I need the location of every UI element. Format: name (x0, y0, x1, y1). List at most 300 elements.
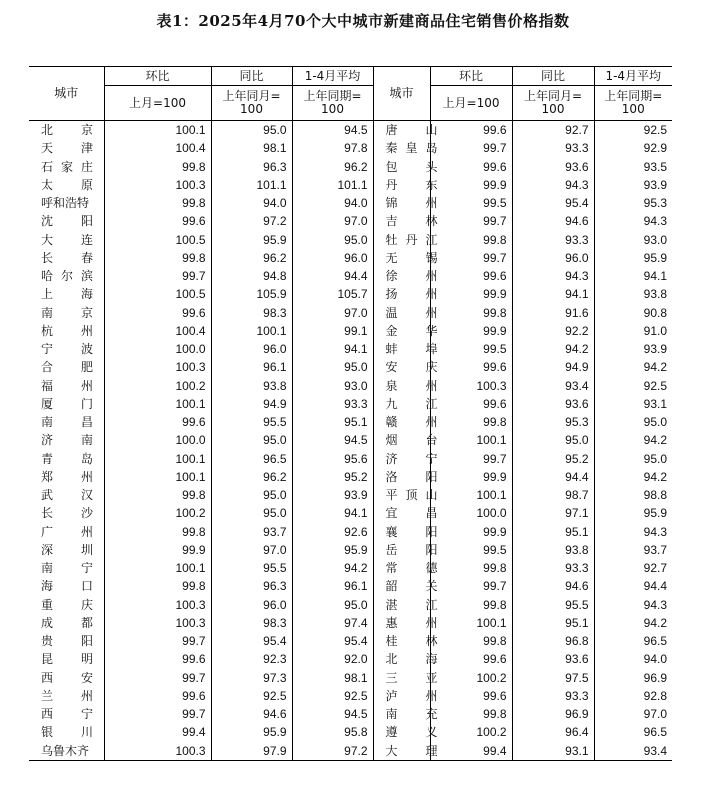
city-cell-right (373, 121, 466, 140)
city-name: 遵义 (385, 725, 466, 740)
mom-cell-right: 99.7 (430, 212, 512, 230)
yoy-cell-right: 94.2 (512, 340, 594, 358)
city-cell-left (29, 358, 122, 376)
table-row (29, 377, 672, 395)
yoy-cell-right: 95.3 (512, 413, 594, 431)
table-row (29, 669, 672, 687)
mom-cell-right: 100.3 (430, 377, 512, 395)
table-row (29, 285, 672, 303)
city-name: 上海 (41, 287, 122, 302)
yoy-cell-left: 94.9 (211, 395, 292, 413)
city-cell-left (29, 486, 122, 504)
yoy-cell-left: 93.7 (211, 523, 292, 541)
mom-cell-left: 99.6 (104, 304, 211, 322)
yoy-cell-right: 93.8 (512, 541, 594, 559)
avg-cell-left: 92.5 (292, 687, 373, 705)
header-avg-base-right (594, 86, 672, 121)
mom-cell-right: 99.7 (430, 450, 512, 468)
avg-cell-right: 92.5 (594, 121, 672, 140)
yoy-cell-right: 93.3 (512, 559, 594, 577)
city-cell-right (373, 577, 466, 595)
mom-cell-left: 100.1 (104, 395, 211, 413)
city-cell-right (373, 723, 466, 741)
city-name: 锦州 (385, 196, 466, 211)
mom-cell-right: 99.4 (430, 742, 512, 761)
avg-cell-left: 95.0 (292, 231, 373, 249)
avg-cell-right: 95.9 (594, 504, 672, 522)
mom-cell-right: 99.8 (430, 632, 512, 650)
table-row (29, 304, 672, 322)
city-name: 温州 (385, 305, 466, 320)
city-cell-right (373, 742, 466, 761)
mom-cell-right: 99.6 (430, 650, 512, 668)
yoy-cell-left: 96.3 (211, 158, 292, 176)
mom-cell-right: 99.8 (430, 413, 512, 431)
yoy-cell-right: 94.3 (512, 267, 594, 285)
yoy-cell-right: 95.5 (512, 596, 594, 614)
avg-cell-left: 96.0 (292, 249, 373, 267)
mom-cell-right: 100.2 (430, 723, 512, 741)
mom-cell-right: 99.8 (430, 705, 512, 723)
yoy-cell-left: 95.5 (211, 413, 292, 431)
city-cell-right (373, 377, 466, 395)
mom-cell-left: 100.0 (104, 340, 211, 358)
mom-cell-left: 100.3 (104, 614, 211, 632)
yoy-cell-right: 91.6 (512, 304, 594, 322)
avg-cell-right: 92.8 (594, 687, 672, 705)
mom-cell-left: 100.3 (104, 596, 211, 614)
yoy-cell-left: 96.0 (211, 596, 292, 614)
city-name: 桂林 (385, 634, 466, 649)
avg-cell-left: 95.2 (292, 468, 373, 486)
avg-cell-left: 92.6 (292, 523, 373, 541)
header-city-left: 城市 (29, 67, 104, 121)
avg-cell-left: 94.0 (292, 194, 373, 212)
yoy-cell-left: 95.9 (211, 231, 292, 249)
city-name: 无锡 (385, 250, 466, 265)
city-cell-right (373, 468, 466, 486)
city-cell-left (29, 632, 122, 650)
city-cell-left (29, 377, 122, 395)
header-city-right: 城市 (373, 67, 430, 121)
city-name: 秦皇岛 (385, 141, 446, 156)
avg-cell-right: 93.5 (594, 158, 672, 176)
yoy-cell-right: 97.5 (512, 669, 594, 687)
city-cell-left (29, 176, 122, 194)
city-name: 常德 (385, 561, 466, 576)
header-mom-base-right: 上月=100 (430, 86, 512, 121)
mom-cell-right: 99.6 (430, 267, 512, 285)
avg-cell-left: 95.4 (292, 632, 373, 650)
city-cell-right (373, 358, 466, 376)
city-cell-left (29, 504, 122, 522)
table-row (29, 504, 672, 522)
city-name: 兰州 (41, 688, 122, 703)
mom-cell-right: 99.9 (430, 285, 512, 303)
yoy-cell-right: 93.6 (512, 650, 594, 668)
avg-cell-right: 94.4 (594, 577, 672, 595)
table-row (29, 121, 672, 140)
yoy-cell-right: 95.1 (512, 523, 594, 541)
city-cell-right (373, 431, 466, 449)
city-name: 北海 (385, 652, 466, 667)
table-row (29, 139, 672, 157)
yoy-cell-right: 95.2 (512, 450, 594, 468)
yoy-cell-right: 93.6 (512, 158, 594, 176)
yoy-cell-right: 94.9 (512, 358, 594, 376)
mom-cell-right: 99.8 (430, 231, 512, 249)
avg-cell-right: 93.8 (594, 285, 672, 303)
mom-cell-right: 100.1 (430, 431, 512, 449)
avg-cell-right: 95.0 (594, 413, 672, 431)
table-row (29, 742, 672, 761)
city-name: 天津 (41, 141, 122, 156)
yoy-cell-left: 97.2 (211, 212, 292, 230)
avg-cell-right: 94.1 (594, 267, 672, 285)
table-row (29, 577, 672, 595)
mom-cell-left: 100.1 (104, 559, 211, 577)
city-cell-right (373, 504, 466, 522)
mom-cell-right: 99.9 (430, 468, 512, 486)
mom-cell-left: 100.5 (104, 285, 211, 303)
yoy-cell-right: 93.3 (512, 687, 594, 705)
city-cell-left (29, 705, 122, 723)
city-name: 南宁 (41, 561, 122, 576)
header-row-1 (29, 67, 672, 86)
yoy-cell-right: 93.3 (512, 231, 594, 249)
city-name: 泸州 (385, 688, 466, 703)
table-row (29, 723, 672, 741)
avg-cell-right: 96.9 (594, 669, 672, 687)
yoy-cell-right: 96.4 (512, 723, 594, 741)
city-cell-left (29, 194, 104, 212)
mom-cell-left: 100.0 (104, 431, 211, 449)
city-cell-right (373, 267, 466, 285)
header-row-2 (29, 86, 672, 121)
mom-cell-left: 99.6 (104, 687, 211, 705)
city-cell-left (29, 468, 122, 486)
avg-cell-left: 95.6 (292, 450, 373, 468)
mom-cell-right: 99.9 (430, 176, 512, 194)
table-row (29, 486, 672, 504)
mom-cell-left: 100.3 (104, 358, 211, 376)
table-row (29, 340, 672, 358)
mom-cell-right: 99.8 (430, 596, 512, 614)
avg-cell-right: 98.8 (594, 486, 672, 504)
mom-cell-left: 99.8 (104, 523, 211, 541)
table-row (29, 541, 672, 559)
city-cell-left (29, 669, 122, 687)
table-row (29, 705, 672, 723)
yoy-cell-right: 93.4 (512, 377, 594, 395)
mom-cell-left: 99.8 (104, 577, 211, 595)
table-row (29, 523, 672, 541)
yoy-cell-left: 100.1 (211, 322, 292, 340)
mom-cell-left: 99.4 (104, 723, 211, 741)
avg-cell-right: 93.9 (594, 176, 672, 194)
avg-cell-left: 94.1 (292, 340, 373, 358)
yoy-cell-left: 97.3 (211, 669, 292, 687)
yoy-cell-left: 105.9 (211, 285, 292, 303)
city-cell-right (373, 322, 466, 340)
city-cell-left (29, 577, 122, 595)
mom-cell-right: 99.7 (430, 577, 512, 595)
city-name: 南充 (385, 707, 466, 722)
avg-cell-right: 95.9 (594, 249, 672, 267)
mom-cell-left: 100.2 (104, 377, 211, 395)
avg-cell-left: 97.8 (292, 139, 373, 157)
avg-cell-right: 92.5 (594, 377, 672, 395)
yoy-cell-left: 93.8 (211, 377, 292, 395)
city-cell-right (373, 705, 466, 723)
table-row (29, 596, 672, 614)
mom-cell-left: 100.4 (104, 322, 211, 340)
header-avg-base-left-text: 上年同期=100 (303, 89, 362, 116)
city-cell-right (373, 486, 446, 504)
mom-cell-right: 99.5 (430, 541, 512, 559)
header-mom-right: 环比 (430, 67, 512, 86)
city-cell-left (29, 249, 122, 267)
header-avg-base-left (292, 86, 373, 121)
city-cell-left (29, 650, 122, 668)
city-cell-right (373, 523, 466, 541)
yoy-cell-left: 97.9 (211, 742, 292, 761)
table-row (29, 358, 672, 376)
table-row (29, 395, 672, 413)
city-name: 南京 (41, 305, 122, 320)
mom-cell-left: 99.8 (104, 486, 211, 504)
city-name: 韶关 (385, 579, 466, 594)
avg-cell-right: 92.7 (594, 559, 672, 577)
city-cell-left (29, 541, 122, 559)
yoy-cell-right: 95.1 (512, 614, 594, 632)
yoy-cell-left: 96.1 (211, 358, 292, 376)
avg-cell-right: 94.2 (594, 468, 672, 486)
mom-cell-left: 100.3 (104, 176, 211, 194)
avg-cell-right: 95.3 (594, 194, 672, 212)
city-cell-left (29, 139, 122, 157)
yoy-cell-right: 92.2 (512, 322, 594, 340)
avg-cell-left: 97.0 (292, 304, 373, 322)
mom-cell-right: 99.6 (430, 158, 512, 176)
avg-cell-right: 94.3 (594, 596, 672, 614)
city-name: 西安 (41, 670, 122, 685)
yoy-cell-right: 97.1 (512, 504, 594, 522)
avg-cell-right: 90.8 (594, 304, 672, 322)
mom-cell-right: 99.9 (430, 322, 512, 340)
city-cell-right (373, 614, 466, 632)
mom-cell-left: 99.6 (104, 650, 211, 668)
avg-cell-left: 94.5 (292, 705, 373, 723)
city-name: 广州 (41, 524, 122, 539)
city-name: 银川 (41, 725, 122, 740)
mom-cell-right: 99.7 (430, 249, 512, 267)
city-cell-left (29, 340, 122, 358)
table-row (29, 322, 672, 340)
mom-cell-right: 100.1 (430, 614, 512, 632)
avg-cell-left: 93.3 (292, 395, 373, 413)
city-name: 昆明 (41, 652, 122, 667)
table-body (29, 121, 672, 761)
city-name: 深圳 (41, 542, 122, 557)
table-row (29, 632, 672, 650)
city-name: 三亚 (385, 670, 466, 685)
city-name: 西宁 (41, 707, 122, 722)
header-yoy-base-left-text: 上年同月=100 (222, 89, 281, 116)
table-row (29, 212, 672, 230)
city-cell-left (29, 395, 122, 413)
yoy-cell-left: 101.1 (211, 176, 292, 194)
mom-cell-right: 99.8 (430, 304, 512, 322)
mom-cell-left: 100.1 (104, 468, 211, 486)
city-cell-left (29, 285, 122, 303)
city-cell-right (373, 249, 466, 267)
yoy-cell-left: 95.0 (211, 431, 292, 449)
city-name: 合肥 (41, 360, 122, 375)
city-name: 烟台 (385, 433, 466, 448)
city-cell-left (29, 559, 122, 577)
city-name: 长春 (41, 250, 122, 265)
mom-cell-right: 99.5 (430, 194, 512, 212)
avg-cell-left: 97.4 (292, 614, 373, 632)
city-name: 湛江 (385, 597, 466, 612)
header-yoy-base-left (211, 86, 292, 121)
city-cell-left (29, 523, 122, 541)
avg-cell-right: 93.1 (594, 395, 672, 413)
avg-cell-left: 95.8 (292, 723, 373, 741)
city-name: 贵阳 (41, 634, 122, 649)
city-cell-right (373, 194, 466, 212)
mom-cell-right: 99.6 (430, 121, 512, 140)
city-cell-left (29, 267, 104, 285)
yoy-cell-left: 95.0 (211, 486, 292, 504)
mom-cell-right: 99.6 (430, 395, 512, 413)
city-cell-left (29, 450, 122, 468)
table-row (29, 158, 672, 176)
avg-cell-left: 101.1 (292, 176, 373, 194)
city-cell-right (373, 340, 466, 358)
avg-cell-right: 97.0 (594, 705, 672, 723)
avg-cell-right: 91.0 (594, 322, 672, 340)
mom-cell-left: 99.7 (104, 267, 211, 285)
city-cell-right (373, 304, 466, 322)
mom-cell-left: 100.4 (104, 139, 211, 157)
city-name: 厦门 (41, 396, 122, 411)
yoy-cell-left: 96.2 (211, 249, 292, 267)
avg-cell-left: 92.0 (292, 650, 373, 668)
city-cell-left (29, 304, 122, 322)
mom-cell-right: 100.2 (430, 669, 512, 687)
avg-cell-right: 95.0 (594, 450, 672, 468)
yoy-cell-left: 96.5 (211, 450, 292, 468)
mom-cell-left: 100.1 (104, 121, 211, 140)
city-cell-right (373, 650, 466, 668)
mom-cell-left: 100.3 (104, 742, 211, 761)
yoy-cell-left: 98.3 (211, 304, 292, 322)
city-cell-right (373, 139, 446, 157)
city-cell-left (29, 413, 122, 431)
mom-cell-right: 99.6 (430, 358, 512, 376)
yoy-cell-right: 94.1 (512, 285, 594, 303)
table-row (29, 559, 672, 577)
avg-cell-right: 94.2 (594, 431, 672, 449)
yoy-cell-left: 98.3 (211, 614, 292, 632)
city-cell-right (373, 212, 466, 230)
header-yoy-base-right (512, 86, 594, 121)
header-yoy-base-right-text: 上年同月=100 (523, 89, 583, 116)
city-cell-left (29, 614, 122, 632)
avg-cell-right: 94.2 (594, 358, 672, 376)
mom-cell-left: 99.8 (104, 194, 211, 212)
yoy-cell-right: 98.7 (512, 486, 594, 504)
city-name: 哈尔滨 (41, 269, 102, 284)
city-name: 济宁 (385, 451, 466, 466)
header-mom-left: 环比 (104, 67, 211, 86)
city-cell-right (373, 395, 466, 413)
city-name: 金华 (385, 323, 466, 338)
header-yoy-right: 同比 (512, 67, 594, 86)
table-row (29, 176, 672, 194)
table-row (29, 687, 672, 705)
avg-cell-left: 96.2 (292, 158, 373, 176)
yoy-cell-right: 96.9 (512, 705, 594, 723)
city-name: 海口 (41, 579, 122, 594)
table-row (29, 614, 672, 632)
city-name: 北京 (41, 123, 122, 138)
mom-cell-left: 100.1 (104, 450, 211, 468)
yoy-cell-right: 94.3 (512, 176, 594, 194)
city-name: 大理 (385, 743, 466, 758)
table-row (29, 413, 672, 431)
city-name: 惠州 (385, 615, 466, 630)
city-name: 长沙 (41, 506, 122, 521)
yoy-cell-right: 93.1 (512, 742, 594, 761)
city-name: 青岛 (41, 451, 122, 466)
avg-cell-left: 94.1 (292, 504, 373, 522)
city-name: 九江 (385, 396, 466, 411)
avg-cell-left: 95.0 (292, 596, 373, 614)
city-name: 宜昌 (385, 506, 466, 521)
city-cell-right (373, 669, 466, 687)
avg-cell-right: 92.9 (594, 139, 672, 157)
avg-cell-right: 94.3 (594, 523, 672, 541)
city-cell-right (373, 687, 466, 705)
mom-cell-left: 99.8 (104, 158, 211, 176)
table-row (29, 194, 672, 212)
city-name: 济南 (41, 433, 122, 448)
table-row (29, 450, 672, 468)
header-avg-base-right-text: 上年同期=100 (604, 89, 663, 116)
city-cell-right (373, 413, 466, 431)
mom-cell-right: 99.5 (430, 340, 512, 358)
city-name: 太原 (41, 177, 122, 192)
avg-cell-left: 96.1 (292, 577, 373, 595)
city-cell-right (373, 285, 466, 303)
city-name: 南昌 (41, 415, 122, 430)
city-cell-left (29, 687, 122, 705)
yoy-cell-right: 92.7 (512, 121, 594, 140)
city-name: 石家庄 (41, 159, 102, 174)
avg-cell-right: 96.5 (594, 632, 672, 650)
avg-cell-left: 95.9 (292, 541, 373, 559)
avg-cell-left: 97.2 (292, 742, 373, 761)
avg-cell-left: 95.0 (292, 358, 373, 376)
mom-cell-left: 99.9 (104, 541, 211, 559)
yoy-cell-right: 93.6 (512, 395, 594, 413)
city-cell-left (29, 231, 122, 249)
city-name: 赣州 (385, 415, 466, 430)
city-name: 福州 (41, 378, 122, 393)
